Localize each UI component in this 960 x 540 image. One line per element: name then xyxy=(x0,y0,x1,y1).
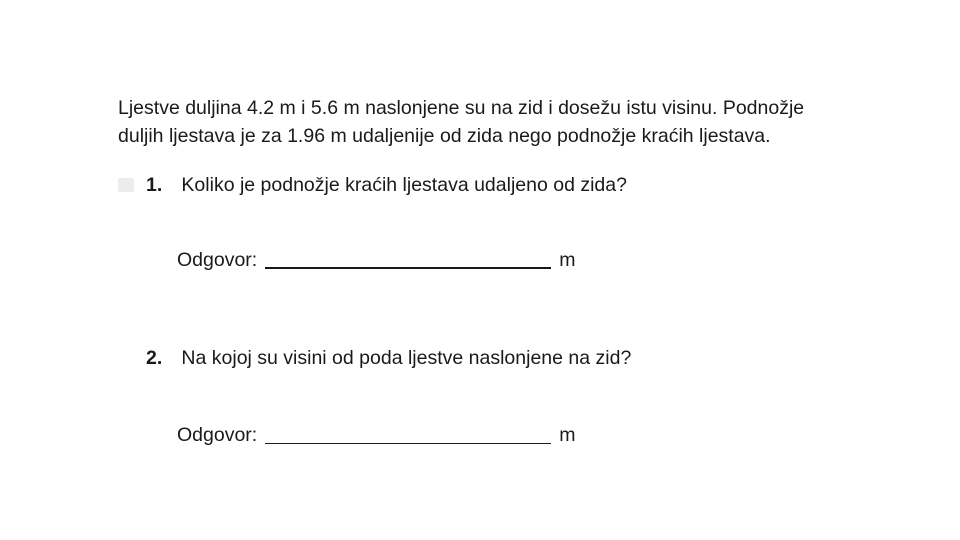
answer-2-unit: m xyxy=(559,424,576,446)
answer-1-blank[interactable] xyxy=(265,248,551,266)
answer-1-label: Odgovor: xyxy=(177,249,258,271)
answer-1-unit: m xyxy=(559,249,576,271)
question-2 xyxy=(146,345,631,371)
question-1-text: Koliko je podnožje kraćih ljestava udaljeno od zida? xyxy=(181,174,627,196)
problem-statement-line-2: duljih ljestava je za 1.96 m udaljenije od zida nego podnožje kraćih ljestava. xyxy=(118,125,771,147)
answer-1-row xyxy=(177,247,575,273)
problem-statement-line-1: Ljestve duljina 4.2 m i 5.6 m naslonjene su na zid i dosežu istu visinu. Podnožje xyxy=(118,97,805,119)
faint-margin-mark xyxy=(118,178,134,192)
question-2-number: 2. xyxy=(146,347,163,369)
answer-2-blank[interactable] xyxy=(265,423,551,441)
question-1-number: 1. xyxy=(146,174,163,196)
problem-statement xyxy=(118,94,878,150)
question-1 xyxy=(146,172,627,198)
answer-2-label: Odgovor: xyxy=(177,424,258,446)
answer-2-row xyxy=(177,422,575,448)
question-2-text: Na kojoj su visini od poda ljestve naslonjene na zid? xyxy=(181,347,632,369)
